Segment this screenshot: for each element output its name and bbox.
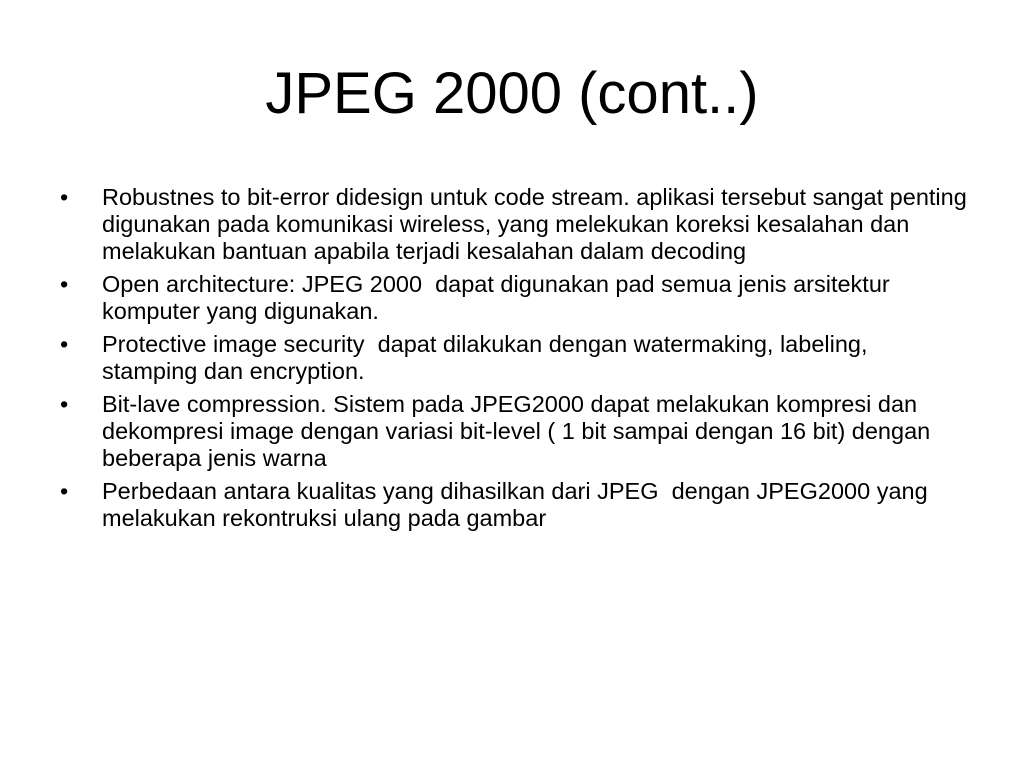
bullet-text: Open architecture: JPEG 2000 dapat digunakan pad semua jenis arsitektur komputer yang digunakan. (102, 271, 897, 324)
bullet-icon: • (60, 271, 69, 297)
bullet-text: Perbedaan antara kualitas yang dihasilkan dari JPEG dengan JPEG2000 yang melakukan rekontruksi ulang pada gambar (102, 478, 935, 531)
slide-title: JPEG 2000 (cont..) (265, 61, 759, 126)
bullet-icon: • (60, 184, 69, 210)
bullet-list (58, 184, 974, 538)
bullet-icon: • (60, 478, 69, 504)
bullet-item (58, 478, 968, 532)
bullet-item (58, 331, 968, 385)
bullet-item (58, 391, 968, 472)
bullet-item (58, 184, 974, 265)
bullet-text: Bit-lave compression. Sistem pada JPEG2000 dapat melakukan kompresi dan dekompresi image dengan variasi bit-level ( 1 bit sampai dengan 16 bit) dengan beberapa jenis warna (102, 391, 937, 471)
bullet-text: Robustnes to bit-error didesign untuk code stream. aplikasi tersebut sangat penting digunakan pada komunikasi wireless, yang melekukan koreksi kesalahan dan melakukan bantuan apabila terjadi kesalahan dalam decoding (102, 184, 974, 264)
bullet-icon: • (60, 391, 69, 417)
bullet-icon: • (60, 331, 69, 357)
bullet-text: Protective image security dapat dilakukan dengan watermaking, labeling, stamping dan encryption. (102, 331, 875, 384)
bullet-item (58, 271, 968, 325)
